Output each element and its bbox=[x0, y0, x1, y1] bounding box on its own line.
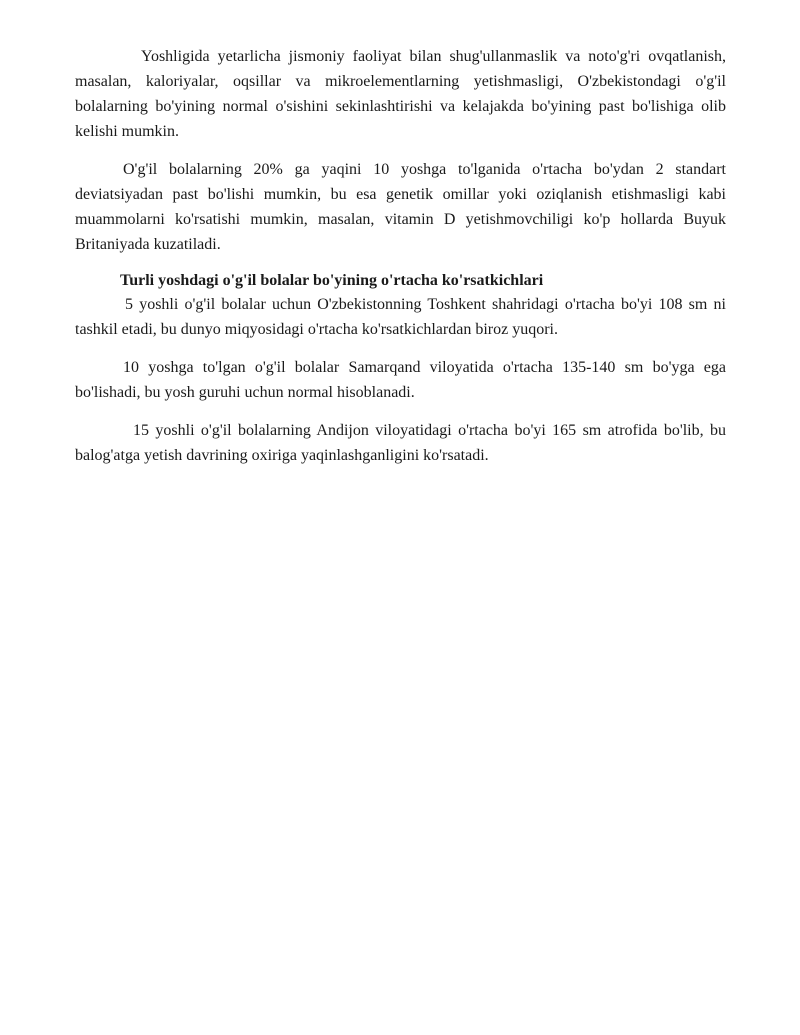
paragraph-age-15: 15 yoshli o'g'il bolalarning Andijon viloyatidagi o'rtacha bo'yi 165 sm atrofida bo'lib, bu balog'atga yetish davrining oxiriga yaqinlashganligini ko'rsatadi. bbox=[75, 422, 726, 464]
paragraph-standard-deviation: O'g'il bolalarning 20% ga yaqini 10 yoshga to'lganida o'rtacha bo'ydan 2 standart deviatsiyadan past bo'lishi mumkin, bu esa genetik omillar yoki oziqlanish etishmasligi kabi muammolarni ko'rsatishi mumkin, masalan, vitamin D yetishmovchiligi ko'p hollarda Buyuk Britaniyada kuzatiladi. bbox=[75, 161, 726, 253]
paragraph-physical-activity: Yoshligida yetarlicha jismoniy faoliyat bilan shug'ullanmaslik va noto'g'ri ovqatlanish, masalan, kaloriyalar, oqsillar va mikroelementlarning yetishmasligi, O'zbekistondagi o'g'il bolalarning bo'yining normal o'sishini sekinlashtirishi va kelajakda bo'yining past bo'lishiga olib kelishi mumkin. bbox=[75, 48, 726, 140]
document-page bbox=[75, 44, 726, 468]
paragraph-age-5: 5 yoshli o'g'il bolalar uchun O'zbekistonning Toshkent shahridagi o'rtacha bo'yi 108 sm ni tashkil etadi, bu dunyo miqyosidagi o'rtacha ko'rsatkichlardan biroz yuqori. bbox=[75, 296, 726, 338]
paragraph-age-10: 10 yoshga to'lgan o'g'il bolalar Samarqand viloyatida o'rtacha 135-140 sm bo'yga ega bo'lishadi, bu yosh guruhi uchun normal hisoblanadi. bbox=[75, 359, 726, 401]
section-heading: Turli yoshdagi o'g'il bolalar bo'yining o'rtacha ko'rsatkichlari bbox=[120, 272, 544, 289]
